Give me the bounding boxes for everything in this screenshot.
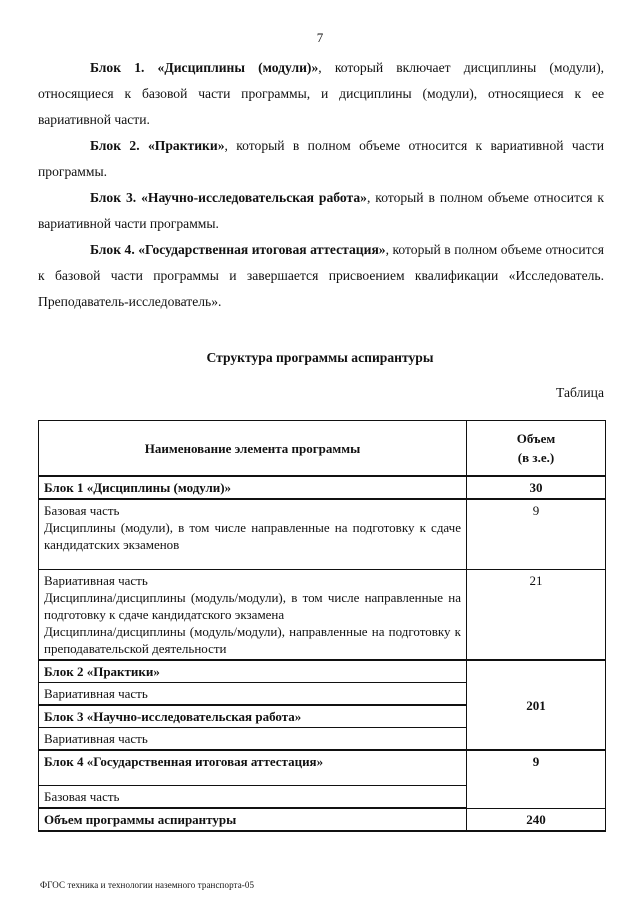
body-text (38, 55, 604, 315)
variative-part-description-2: Дисциплина/дисциплины (модуль/модули), направленные на подготовку к преподавательской деятельности (44, 624, 461, 656)
paragraph-block-3-text: , который в полном объеме относится к вариативной части программы. (38, 190, 604, 231)
header-volume-line2: (в з.е.) (517, 450, 555, 465)
variative-part-label: Вариативная часть (44, 573, 148, 588)
block-1-volume-cell: 30 (467, 476, 606, 499)
paragraph-block-2-heading: Блок 2. «Практики» (90, 138, 225, 153)
block-2-title-cell: Блок 2 «Практики» (39, 660, 467, 683)
paragraph-block-1-text: , который включает дисциплины (модули), относящиеся к базовой части программы, и дисциплины (модули), относящиеся к ее вариативной части. (38, 60, 604, 127)
header-volume-cell (467, 421, 606, 477)
basic-part-volume-cell: 9 (467, 499, 606, 570)
block-4-part-cell: Базовая часть (39, 786, 467, 809)
section-title: Структура программы аспирантуры (206, 350, 434, 365)
table-caption: Таблица (556, 385, 604, 400)
paragraph-block-4-heading: Блок 4. «Государственная итоговая аттестация» (90, 242, 386, 257)
block-3-part-cell: Вариативная часть (39, 728, 467, 751)
block-2-part-cell: Вариативная часть (39, 683, 467, 706)
table-row-variative-part (39, 570, 606, 661)
block-1-title-cell: Блок 1 «Дисциплины (модули)» (39, 476, 467, 499)
paragraph-block-1 (38, 55, 604, 133)
basic-part-cell (39, 499, 467, 570)
block-3-title-cell: Блок 3 «Научно-исследовательская работа» (39, 705, 467, 728)
table-header-row (39, 421, 606, 477)
basic-part-label: Базовая часть (44, 503, 120, 518)
page-number: 7 (316, 30, 324, 45)
table-row-block-2 (39, 660, 606, 683)
table-row-total (39, 808, 606, 831)
paragraph-block-3-heading: Блок 3. «Научно-исследовательская работа» (90, 190, 367, 205)
blocks-2-3-volume-cell: 201 (467, 660, 606, 750)
block-4-volume-cell: 9 (467, 750, 606, 808)
paragraph-block-4-text: , который в полном объеме относится к базовой части программы и завершается присвоением квалификации «Исследователь. Преподаватель-исследователь». (38, 242, 605, 309)
footer-standard-code: ФГОС техника и технологии наземного транспорта-05 (40, 880, 255, 890)
header-volume-line1: Объем (516, 431, 556, 446)
block-4-title-cell: Блок 4 «Государственная итоговая аттестация» (39, 750, 467, 786)
table-row-block-1 (39, 476, 606, 499)
variative-part-volume-cell: 21 (467, 570, 606, 661)
variative-part-description-1: Дисциплина/дисциплины (модуль/модули), в том числе направленные на подготовку к сдаче кандидатского экзамена (44, 590, 461, 622)
paragraph-block-2 (38, 133, 604, 185)
header-name-cell: Наименование элемента программы (39, 421, 467, 477)
total-title-cell: Объем программы аспирантуры (39, 808, 467, 831)
paragraph-block-3 (38, 185, 604, 237)
paragraph-block-1-heading: Блок 1. «Дисциплины (модули)» (90, 60, 319, 75)
basic-part-description: Дисциплины (модули), в том числе направленные на подготовку к сдаче кандидатских экзаменов (44, 520, 461, 552)
total-volume-cell: 240 (467, 808, 606, 831)
table-row-block-4 (39, 750, 606, 786)
program-structure-table (38, 420, 606, 832)
table-row-basic-part (39, 499, 606, 570)
variative-part-cell (39, 570, 467, 661)
paragraph-block-4 (38, 237, 604, 315)
paragraph-block-2-text: , который в полном объеме относится к вариативной части программы. (38, 138, 604, 179)
